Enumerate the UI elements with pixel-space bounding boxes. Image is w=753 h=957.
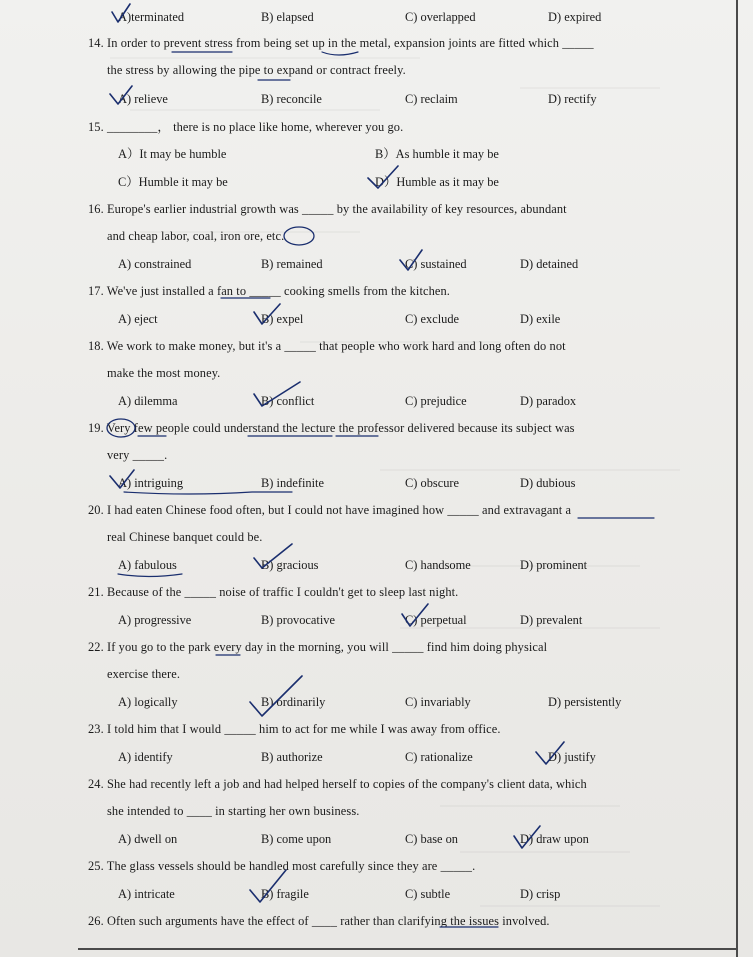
stem-text: noise of traffic I couldn't get to sleep last night. — [216, 585, 459, 599]
option-text: prejudice — [420, 394, 467, 408]
option-letter: A) — [118, 887, 132, 901]
option-text: crisp — [536, 887, 561, 901]
option-19-a[interactable] — [118, 476, 183, 491]
option-text: remained — [276, 257, 323, 271]
option-25-d[interactable] — [520, 887, 560, 902]
option-24-d[interactable] — [520, 832, 589, 847]
option-text: paradox — [536, 394, 577, 408]
question-number: 20. — [88, 503, 104, 517]
option-17-b[interactable] — [261, 312, 303, 327]
option-21-b[interactable] — [261, 613, 335, 628]
option-22-d[interactable] — [548, 695, 621, 710]
stem-text: the stress by allowing the pipe to expand or contract freely. — [107, 63, 406, 77]
option-letter: A) — [118, 92, 132, 106]
option-letter: D） — [375, 175, 397, 189]
option-text: base on — [420, 832, 459, 846]
option-25-b[interactable] — [261, 887, 309, 902]
option-23-b[interactable] — [261, 750, 323, 765]
answer-blank[interactable]: ________ — [107, 120, 158, 134]
option-letter: C) — [405, 750, 418, 764]
question-19-stem-line — [88, 421, 575, 436]
option-text: expel — [276, 312, 304, 326]
option-text: ordinarily — [276, 695, 326, 709]
option-13-b[interactable]: B) elapsed — [261, 10, 314, 24]
answer-blank[interactable]: _____ — [440, 859, 473, 873]
answer-blank[interactable]: _____ — [224, 722, 256, 736]
option-text: fragile — [276, 887, 309, 901]
option-20-a[interactable] — [118, 558, 177, 573]
stem-text: Very few people could understand the lecture the professor delivered because its subject was — [106, 421, 575, 435]
option-text: logically — [134, 695, 178, 709]
option-letter: C) — [405, 832, 418, 846]
question-24-stem-line — [107, 804, 359, 819]
option-25-c[interactable] — [405, 887, 450, 902]
option-letter: D) — [548, 92, 562, 106]
option-24-c[interactable] — [405, 832, 458, 847]
option-25-a[interactable] — [118, 887, 175, 902]
question-22-stem-line — [107, 667, 180, 682]
stem-text: If you go to the park every day in the morning, you will — [107, 640, 393, 654]
stem-text: We work to make money, but it's a — [106, 339, 285, 353]
stem-text: exercise there. — [107, 667, 181, 681]
option-17-a[interactable] — [118, 312, 158, 327]
option-text: draw upon — [536, 832, 589, 846]
stem-text: him to act for me while I was away from office. — [255, 722, 501, 736]
stem-text: We've just installed a fan to — [106, 284, 250, 298]
stem-text: I told him that I would — [107, 722, 225, 736]
option-letter: A) — [118, 312, 132, 326]
question-number: 15. — [88, 120, 104, 134]
stem-text: in starting her own business. — [211, 804, 360, 818]
option-text: relieve — [134, 92, 168, 106]
question-number: 21. — [88, 585, 104, 599]
option-text: identify — [134, 750, 173, 764]
stem-text: make the most money. — [107, 366, 221, 380]
stem-text: In order to prevent stress from being set up in the metal, expansion joints are fitted which — [107, 36, 563, 50]
option-19-d[interactable] — [520, 476, 575, 491]
option-text: rationalize — [420, 750, 473, 764]
option-text: constrained — [134, 257, 192, 271]
answer-blank[interactable]: _____ — [562, 36, 594, 50]
question-21-stem-line — [88, 585, 458, 600]
option-text: dubious — [536, 476, 576, 490]
stem-text: by the availability of key resources, abundant — [333, 202, 567, 216]
option-20-c[interactable] — [405, 558, 471, 573]
question-18-stem-line — [107, 366, 220, 381]
question-number: 17. — [88, 284, 104, 298]
answer-blank[interactable]: ____ — [186, 804, 212, 818]
option-letter: A) — [118, 613, 132, 627]
option-23-c[interactable] — [405, 750, 473, 765]
option-21-d[interactable] — [520, 613, 582, 628]
option-text: detained — [536, 257, 579, 271]
option-21-c[interactable] — [405, 613, 467, 628]
option-letter: C) — [405, 887, 418, 901]
question-25-stem-line — [88, 859, 475, 874]
option-13-d[interactable]: D) expired — [548, 10, 602, 24]
option-letter: D) — [520, 613, 534, 627]
option-letter: A) — [118, 750, 132, 764]
option-15-b[interactable] — [375, 147, 499, 162]
option-text: reconcile — [276, 92, 322, 106]
option-letter: C） — [118, 175, 139, 189]
option-24-a[interactable] — [118, 832, 177, 847]
option-text: gracious — [276, 558, 319, 572]
question-15-stem-line — [88, 120, 403, 135]
option-letter: A) — [118, 695, 132, 709]
stem-text: Because of the — [107, 585, 185, 599]
option-text: justify — [564, 750, 596, 764]
question-number: 23. — [88, 722, 104, 736]
option-text: invariably — [420, 695, 471, 709]
option-text: persistently — [564, 695, 622, 709]
answer-blank[interactable]: ____ — [311, 914, 338, 928]
option-text: sustained — [420, 257, 467, 271]
stem-text: Often such arguments have the effect of — [107, 914, 312, 928]
option-text: subtle — [420, 887, 451, 901]
option-letter: D) — [520, 476, 534, 490]
question-number: 26. — [88, 914, 104, 928]
option-18-b[interactable] — [261, 394, 314, 409]
option-16-b[interactable] — [261, 257, 323, 272]
option-16-d[interactable] — [520, 257, 578, 272]
option-letter: A) — [118, 257, 132, 271]
option-letter: B) — [261, 394, 274, 408]
option-text: intricate — [134, 887, 175, 901]
option-text: handsome — [420, 558, 471, 572]
option-14-d[interactable] — [548, 92, 597, 107]
option-letter: B) — [261, 750, 274, 764]
option-letter: D) — [548, 750, 562, 764]
stem-text: she intended to — [107, 804, 187, 818]
question-19-stem-line — [107, 448, 167, 463]
option-15-c[interactable] — [118, 175, 228, 190]
stem-text: and cheap labor, coal, iron ore, etc. — [107, 229, 285, 243]
option-text: progressive — [134, 613, 192, 627]
answer-blank[interactable]: _____ — [132, 448, 165, 462]
option-letter: D) — [520, 257, 534, 271]
answer-blank[interactable]: _____ — [284, 339, 316, 353]
option-text: prominent — [536, 558, 588, 572]
option-16-c[interactable] — [405, 257, 467, 272]
option-letter: B) — [261, 257, 274, 271]
option-text: rectify — [564, 92, 597, 106]
stem-text: rather than clarifying the issues involved. — [337, 914, 550, 928]
stem-text: find him doing physical — [423, 640, 548, 654]
option-letter: C) — [405, 695, 418, 709]
option-text: obscure — [420, 476, 460, 490]
question-24-stem-line — [88, 777, 587, 792]
option-letter: B) — [261, 832, 274, 846]
option-text: eject — [134, 312, 158, 326]
option-letter: B) — [261, 613, 274, 627]
option-13-c[interactable]: C) overlapped — [405, 10, 476, 24]
option-letter: C) — [405, 476, 418, 490]
option-text: fabulous — [134, 558, 177, 572]
option-23-a[interactable] — [118, 750, 173, 765]
option-letter: A) — [118, 394, 132, 408]
question-number: 18. — [88, 339, 104, 353]
question-14-stem-line — [88, 36, 594, 51]
option-text: Humble it may be — [138, 175, 228, 189]
option-13-a[interactable]: A)terminated — [118, 10, 185, 24]
answer-blank[interactable]: _____ — [249, 284, 281, 298]
stem-text: . — [164, 448, 168, 462]
option-letter: D) — [548, 695, 562, 709]
stem-text: . — [472, 859, 476, 873]
option-text: dilemma — [134, 394, 178, 408]
option-18-d[interactable] — [520, 394, 576, 409]
option-text: intriguing — [134, 476, 184, 490]
option-text: authorize — [276, 750, 323, 764]
question-number: 25. — [88, 859, 104, 873]
option-letter: C) — [405, 257, 418, 271]
option-letter: B) — [261, 92, 274, 106]
option-text: come upon — [276, 832, 332, 846]
question-17-stem-line — [88, 284, 450, 299]
option-22-a[interactable] — [118, 695, 178, 710]
option-24-b[interactable] — [261, 832, 331, 847]
option-letter: A) — [118, 558, 132, 572]
option-letter: B) — [261, 695, 274, 709]
stem-text: ， there is no place like home, wherever you go. — [157, 120, 404, 134]
option-text: Humble as it may be — [396, 175, 499, 189]
option-letter: D) — [520, 887, 534, 901]
option-text: reclaim — [420, 92, 458, 106]
option-text: exclude — [420, 312, 460, 326]
option-letter: B) — [261, 887, 274, 901]
option-letter: B） — [375, 147, 396, 161]
option-letter: B) — [261, 476, 274, 490]
question-number: 22. — [88, 640, 104, 654]
option-text: It may be humble — [139, 147, 227, 161]
question-26-stem-line — [88, 914, 550, 929]
question-18-stem-line — [88, 339, 566, 354]
option-letter: B) — [261, 312, 274, 326]
option-letter: C) — [405, 613, 418, 627]
option-21-a[interactable] — [118, 613, 191, 628]
stem-text: very — [107, 448, 133, 462]
option-text: dwell on — [134, 832, 178, 846]
option-20-d[interactable] — [520, 558, 587, 573]
stem-text: She had recently left a job and had helped herself to copies of the company's client data, which — [107, 777, 587, 791]
option-letter: C) — [405, 394, 418, 408]
option-text: perpetual — [420, 613, 467, 627]
question-20-stem-line — [107, 530, 262, 545]
option-17-c[interactable] — [405, 312, 459, 327]
question-20-stem-line — [88, 503, 571, 518]
option-letter: A） — [118, 147, 140, 161]
option-letter: D) — [520, 394, 534, 408]
option-22-b[interactable] — [261, 695, 325, 710]
stem-text: Europe's earlier industrial growth was — [107, 202, 303, 216]
option-23-d[interactable] — [548, 750, 596, 765]
option-text: indefinite — [276, 476, 324, 490]
option-18-c[interactable] — [405, 394, 467, 409]
question-16-stem-line — [107, 229, 284, 244]
option-18-a[interactable] — [118, 394, 178, 409]
option-22-c[interactable] — [405, 695, 471, 710]
answer-blank[interactable]: _____ — [447, 503, 479, 517]
option-letter: D) — [520, 832, 534, 846]
question-14-stem-line — [107, 63, 406, 78]
answer-blank[interactable]: _____ — [302, 202, 334, 216]
option-14-c[interactable] — [405, 92, 458, 107]
option-14-b[interactable] — [261, 92, 322, 107]
option-16-a[interactable] — [118, 257, 191, 272]
option-text: As humble it may be — [395, 147, 499, 161]
option-20-b[interactable] — [261, 558, 318, 573]
option-letter: D) — [520, 312, 534, 326]
option-letter: A) — [118, 476, 132, 490]
option-19-b[interactable] — [261, 476, 324, 491]
answer-blank[interactable]: _____ — [184, 585, 217, 599]
option-letter: C) — [405, 92, 418, 106]
option-14-a[interactable] — [118, 92, 168, 107]
stem-text: that people who work hard and long often do not — [315, 339, 566, 353]
question-number: 24. — [88, 777, 104, 791]
question-number: 14. — [88, 36, 104, 50]
option-text: prevalent — [536, 613, 583, 627]
question-23-stem-line — [88, 722, 501, 737]
option-text: exile — [536, 312, 561, 326]
option-letter: B) — [261, 558, 274, 572]
option-15-a[interactable] — [118, 147, 226, 162]
question-16-stem-line — [88, 202, 567, 217]
option-letter: A) — [118, 832, 132, 846]
option-19-c[interactable] — [405, 476, 459, 491]
option-15-d[interactable] — [375, 175, 499, 190]
option-letter: C) — [405, 558, 418, 572]
option-letter: D) — [520, 558, 534, 572]
stem-text: I had eaten Chinese food often, but I could not have imagined how — [107, 503, 448, 517]
option-text: provocative — [276, 613, 335, 627]
question-number: 16. — [88, 202, 104, 216]
option-17-d[interactable] — [520, 312, 560, 327]
question-22-stem-line — [88, 640, 547, 655]
stem-text: real Chinese banquet could be. — [107, 530, 263, 544]
stem-text: cooking smells from the kitchen. — [280, 284, 450, 298]
option-letter: C) — [405, 312, 418, 326]
option-text: conflict — [276, 394, 315, 408]
stem-text: and extravagant a — [478, 503, 572, 517]
question-number: 19. — [88, 421, 104, 435]
stem-text: The glass vessels should be handled most carefully since they are — [106, 859, 441, 873]
answer-blank[interactable]: _____ — [392, 640, 424, 654]
